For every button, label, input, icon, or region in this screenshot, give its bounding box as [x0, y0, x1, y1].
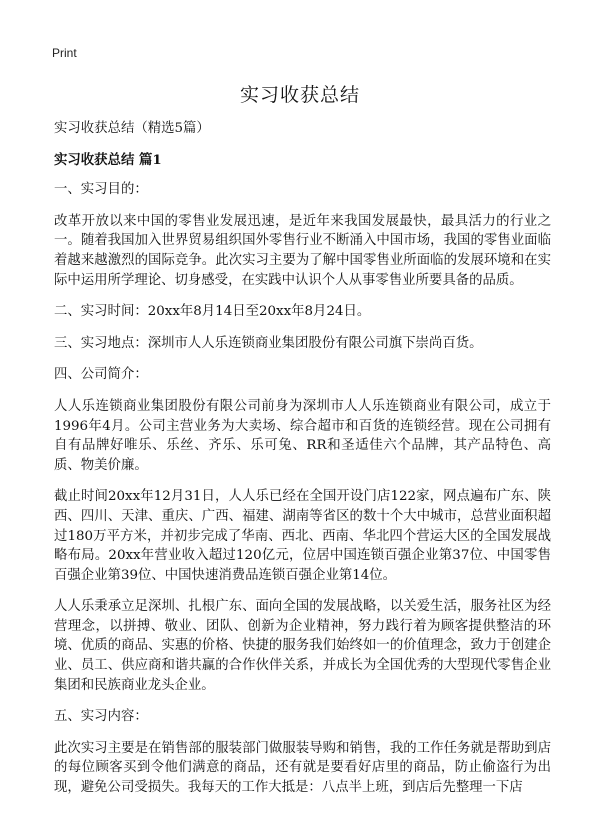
document-body	[54, 119, 551, 810]
document-subtitle: 实习收获总结（精选5篇）	[54, 121, 210, 136]
section-heading: 实习收获总结 篇1	[54, 151, 162, 168]
paragraph-company-strategy: 人人乐秉承立足深圳、扎根广东、面向全国的发展战略，以关爱生活，服务社区为经营理念，以拼搏、敬业、团队、创新为企业精神，努力践行着为顾客提供整洁的环境、优质的商品、实惠的价格、快捷的服务我们始终如一的价值理念，致力于创建企业、员工、供应商和谐共赢的合作伙伴关系，并成长为全国优秀的大型现代零售企业集团和民族商业龙头企业。	[54, 599, 551, 693]
list-item-content: 五、实习内容：	[54, 709, 148, 725]
paragraph-company-stats: 截止时间20xx年12月31日，人人乐已经在全国开设门店122家，网点遍布广东、陕西、四川、天津、重庆、广西、福建、湖南等省区的数十个大中城市，总营业面积超过180万平方米，并初步完成了华南、西北、西南、华北四个营运大区的全国发展战略布局。20xx年营业收入超过120亿元，位居中国连锁百强企业第37位、中国零售百强企业第39位、中国快速消费品连锁百强企业第14位。	[54, 489, 551, 583]
paragraph-purpose: 改革开放以来中国的零售业发展迅速，是近年来我国发展最快，最具活力的行业之一。随着我国加入世界贸易组织国外零售行业不断涌入中国市场，我国的零售业面临着越来越激烈的国际竞争。此次实习主要为了解中国零售业所面临的发展环境和在实际中运用所学理论、切身感受，在实践中认识个人从事零售业所要具备的品质。	[54, 213, 551, 288]
document-title: 实习收获总结	[239, 84, 360, 106]
print-label: Print	[52, 46, 77, 60]
paragraph-company-intro: 人人乐连锁商业集团股份有限公司前身为深圳市人人乐连锁商业有限公司，成立于1996年4月。公司主营业务为大卖场、综合超市和百货的连锁经营。现在公司拥有自有品牌好唯乐、乐丝、齐乐、乐可兔、RR和圣适佳六个品牌，其产品特色、高质、物美价廉。	[54, 398, 551, 473]
list-item-time: 二、实习时间：20xx年8月14日至20xx年8月24日。	[54, 304, 371, 320]
list-item-company: 四、公司简介：	[54, 367, 148, 383]
paragraph-content: 此次实习主要是在销售部的服装部门做服装导购和销售，我的工作任务就是帮助到店的每位顾客买到令他们满意的商品，还有就是要看好店里的商品，防止偷盗行为出现，避免公司受损失。我每天的工作大抵是：八点半上班，到店后先整理一下店	[54, 740, 551, 796]
list-item-location: 三、实习地点：深圳市人人乐连锁商业集团股份有限公司旗下崇尚百货。	[54, 335, 483, 351]
list-item-purpose: 一、实习目的：	[54, 182, 148, 198]
